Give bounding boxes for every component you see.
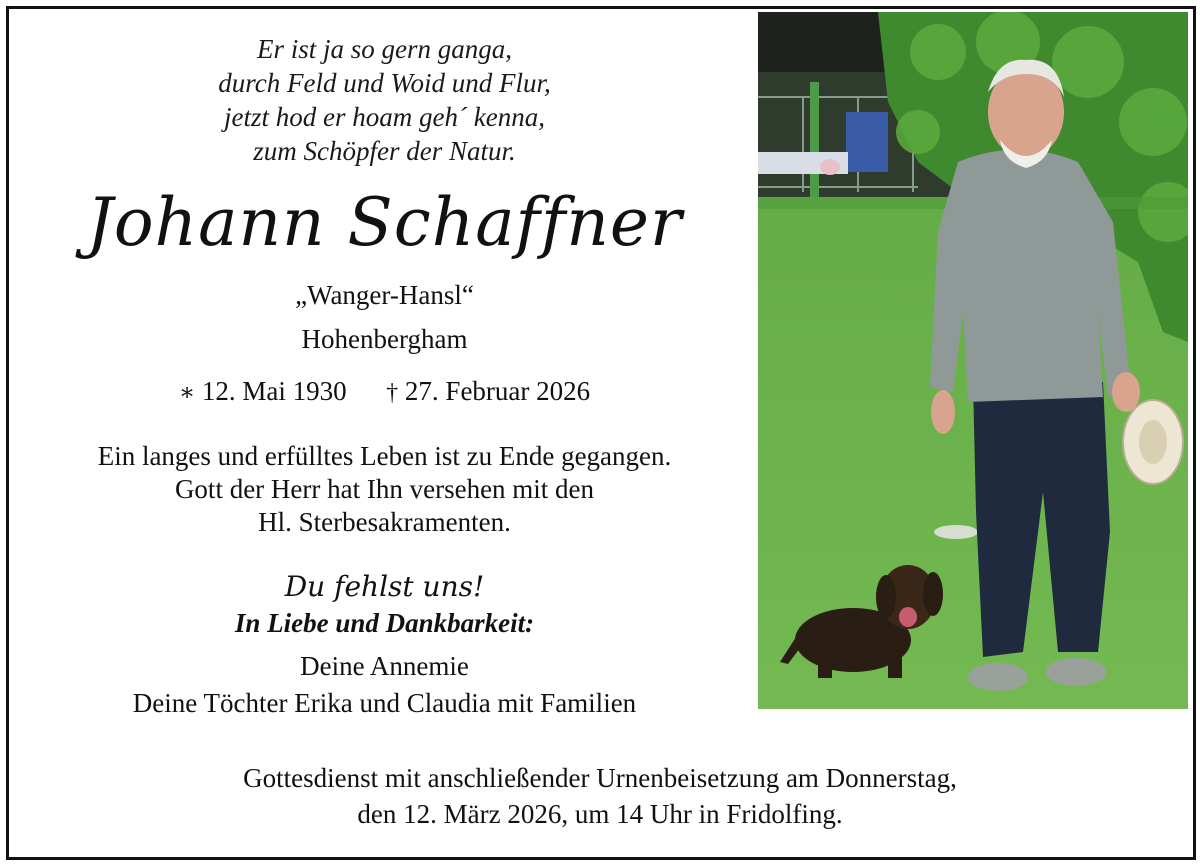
service-line: den 12. März 2026, um 14 Uhr in Fridolfing. bbox=[357, 799, 843, 829]
poem-line: Er ist ja so gern ganga, bbox=[256, 34, 512, 64]
photo-portrait-man-with-dog-icon bbox=[758, 12, 1188, 709]
death-date: 27. Februar 2026 bbox=[404, 376, 591, 406]
family-line: Deine Töchter Erika und Claudia mit Familien bbox=[132, 688, 637, 718]
poem-line: zum Schöpfer der Natur. bbox=[253, 136, 516, 166]
portrait-photo bbox=[758, 12, 1188, 709]
poem-line: jetzt hod er hoam geh´ kenna, bbox=[224, 102, 545, 132]
life-dates bbox=[12, 376, 757, 407]
death-cross-icon: † bbox=[386, 380, 399, 406]
deceased-place: Hohenbergham bbox=[301, 324, 468, 354]
birth-star-icon: ∗ bbox=[178, 380, 196, 406]
life-text-line: Ein langes und erfülltes Leben ist zu Ende gegangen. bbox=[97, 441, 672, 471]
life-text-line: Hl. Sterbesakramenten. bbox=[258, 507, 511, 537]
life-text-line: Gott der Herr hat Ihn versehen mit den bbox=[174, 474, 595, 504]
family-names bbox=[12, 648, 757, 722]
poem-line: durch Feld und Woid und Flur, bbox=[218, 68, 551, 98]
funeral-service-info bbox=[12, 760, 1188, 832]
thanks-line: In Liebe und Dankbarkeit: bbox=[234, 608, 535, 638]
family-line: Deine Annemie bbox=[300, 651, 469, 681]
poem bbox=[12, 32, 757, 168]
birth-date: 12. Mai 1930 bbox=[201, 376, 347, 406]
deceased-nickname: „Wanger-Hansl“ bbox=[295, 280, 474, 310]
life-text bbox=[12, 440, 757, 539]
service-line: Gottesdienst mit anschließender Urnenbeisetzung am Donnerstag, bbox=[243, 763, 957, 793]
deceased-name: Johann Schaffner bbox=[86, 184, 683, 261]
miss-you-line: Du fehlst uns! bbox=[284, 570, 485, 603]
obituary-text-column bbox=[12, 14, 757, 718]
